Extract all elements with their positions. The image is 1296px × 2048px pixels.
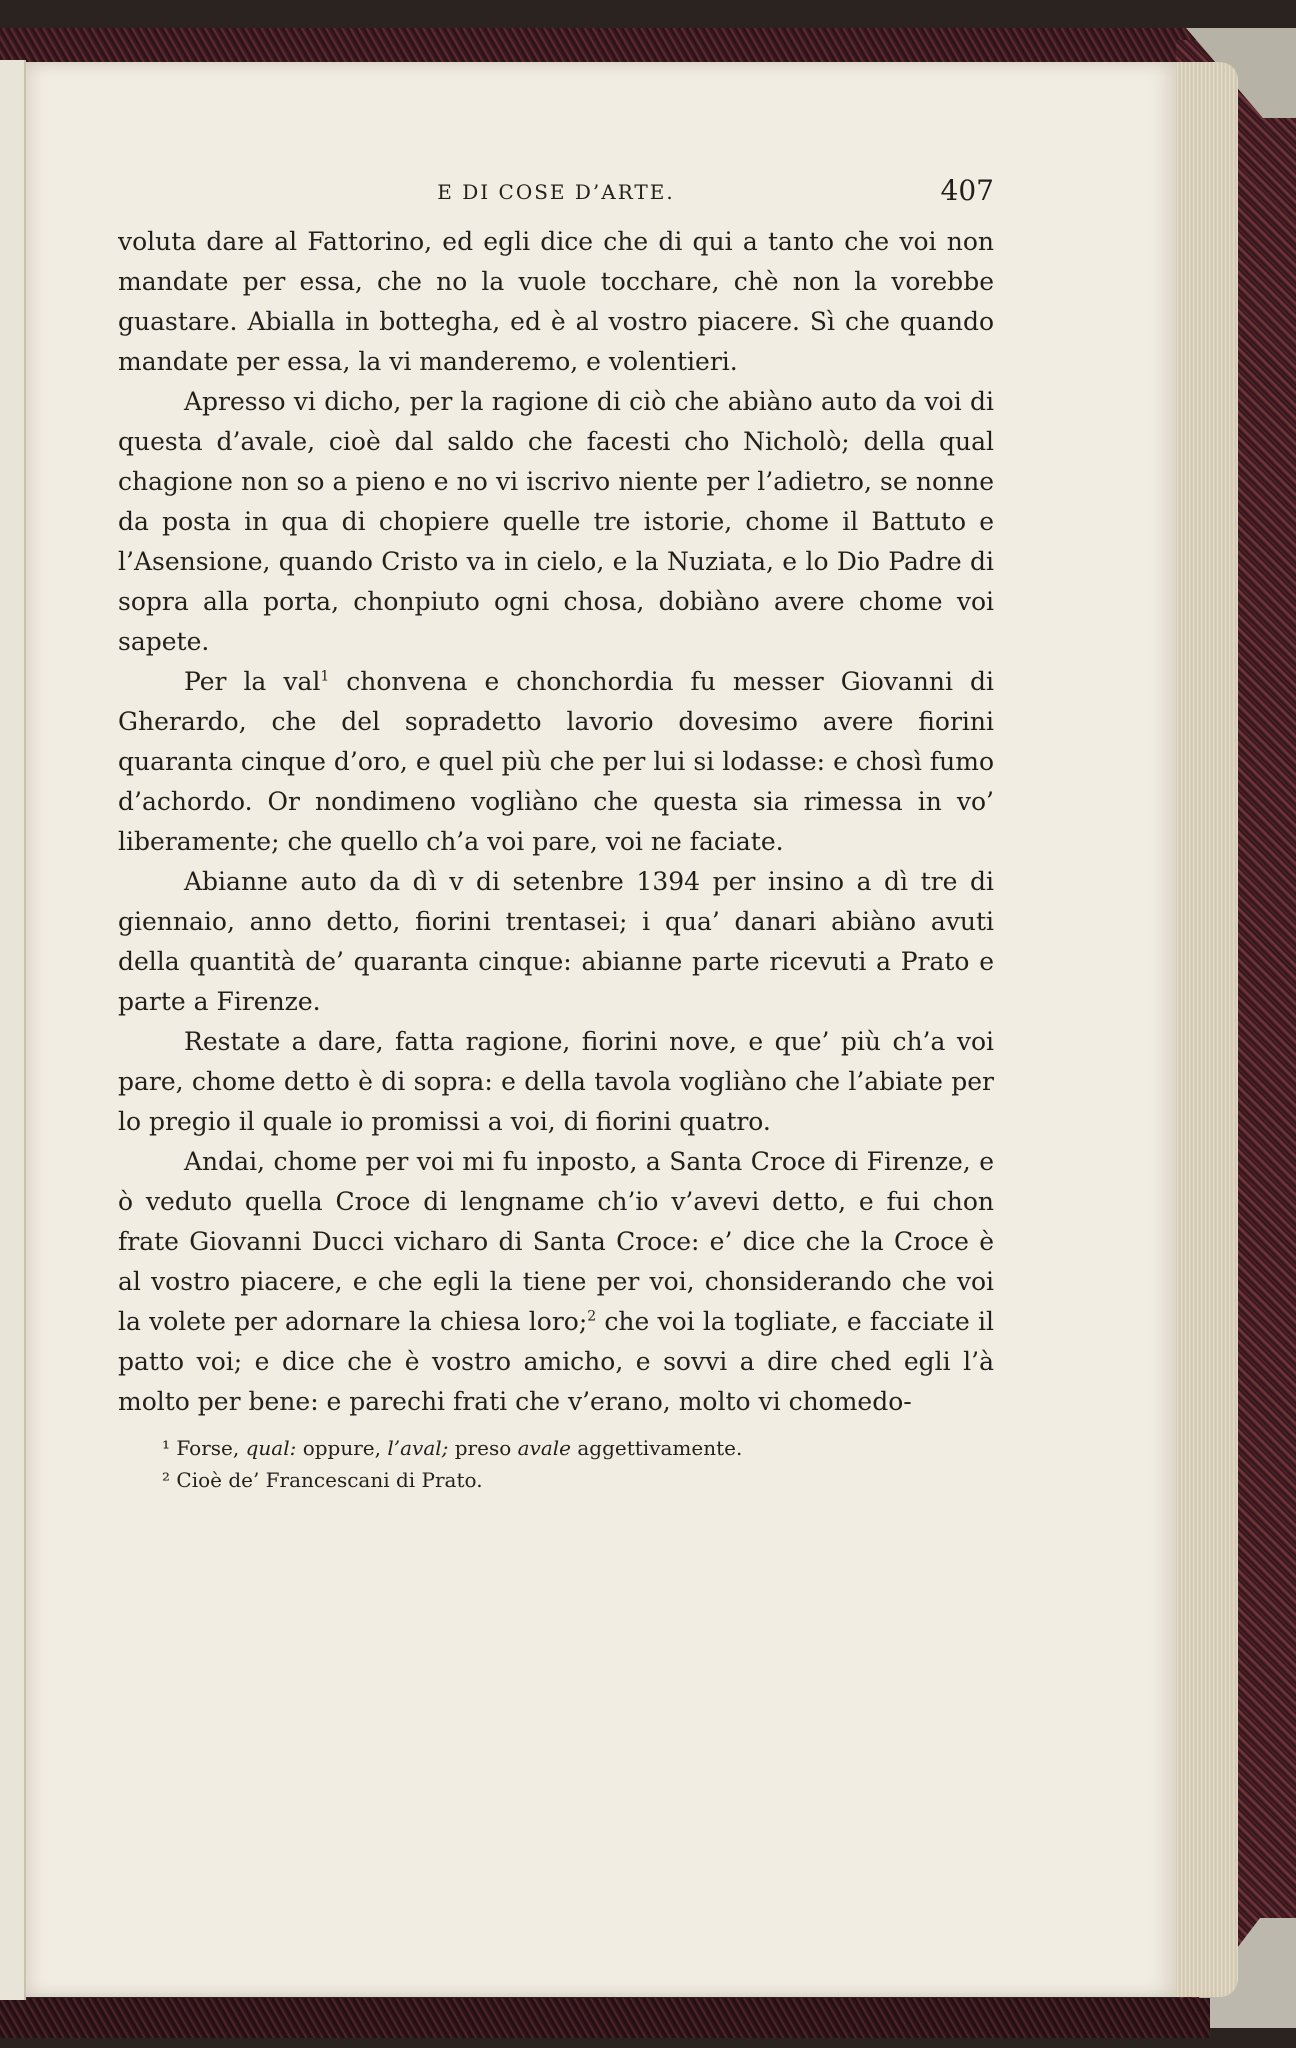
book-cover-bottom-edge bbox=[0, 1998, 1210, 2038]
body-text bbox=[118, 222, 994, 1422]
paragraph-3 bbox=[118, 662, 994, 862]
paragraph-5: Restate a dare, fatta ragione, fiorini nove, e que’ più ch’a voi pare, chome detto è di sopra: e della tavola vogliàno che l’abiate per lo pregio il quale io promissi a voi, di fiorini quatro. bbox=[118, 1027, 994, 1136]
footnote-1 bbox=[162, 1432, 994, 1464]
footnote-1-text: aggettivamente. bbox=[571, 1436, 743, 1460]
facing-page-edge bbox=[0, 60, 26, 2000]
book-page bbox=[26, 62, 1176, 1997]
running-head bbox=[118, 170, 994, 222]
footnote-1-italic: avale bbox=[517, 1436, 571, 1460]
footnote-1-text: preso bbox=[448, 1436, 518, 1460]
footnotes bbox=[118, 1432, 994, 1496]
paragraph-6-text-b: che voi la togliate, e facciate il patto voi; e dice che è vostro amicho, e sovvi a dire ched egli l’à molto per bene: e parechi frati che v’erano, molto vi chomedo- bbox=[118, 1307, 994, 1416]
paragraph-3-text-b: chonvena e chonchordia fu messer Giovanni di Gherardo, che del sopradetto lavorio dovesimo avere fiorini quaranta cinque d’oro, e quel più che per lui si lodasse: e chosì fumo d’achordo. Or nondimeno vogliàno che questa sia rimessa in vo’ liberamente; che quello ch’a voi pare, voi ne faciate. bbox=[118, 667, 994, 856]
footnote-1-italic: l’aval; bbox=[387, 1436, 449, 1460]
paragraph-1: voluta dare al Fattorino, ed egli dice che di qui a tanto che voi non mandate per essa, che no la vuole tocchare, chè non la vorebbe guastare. Abialla in bottegha, ed è al vostro piacere. Sì che quando mandate per essa, la vi manderemo, e volentieri. bbox=[118, 227, 994, 376]
text-block bbox=[118, 170, 994, 1496]
footnote-ref-2: 2 bbox=[587, 1308, 597, 1325]
footnote-1-italic: qual: bbox=[245, 1436, 297, 1460]
paragraph-6-text-a: Andai, chome per voi mi fu inposto, a Santa Croce di Firenze, e ò veduto quella Croce di lengname ch’io v’avevi detto, e fui chon frate Giovanni Ducci vicharo di Santa Croce: e’ dice che la Croce è al vostro piacere, e che egli la tiene per voi, chonsiderando che voi la volete per adornare la chiesa loro; bbox=[118, 1147, 994, 1336]
footnote-2-text: Cioè de’ Francescani di Prato. bbox=[170, 1468, 483, 1492]
footnote-ref-1: 1 bbox=[320, 668, 330, 685]
paragraph-4: Abianne auto da dì v di setenbre 1394 per insino a dì tre di giennaio, anno detto, fiorini trentasei; i qua’ danari abiàno avuti della quantità de’ quaranta cinque: abianne parte ricevuti a Prato e parte a Firenze. bbox=[118, 867, 994, 1016]
book-cover-top-edge bbox=[0, 28, 1230, 64]
running-title: E DI COSE D’ARTE. bbox=[437, 180, 675, 204]
footnote-1-text: oppure, bbox=[296, 1436, 388, 1460]
footnote-2 bbox=[162, 1464, 994, 1496]
footnote-1-mark: ¹ bbox=[162, 1436, 171, 1460]
paragraph-2: Apresso vi dicho, per la ragione di ciò che abiàno auto da voi di questa d’avale, cioè dal saldo che facesti cho Nicholò; della qual chagione non so a pieno e no vi iscrivo niente per l’adietro, se nonne da posta in qua di chopiere quelle tre istorie, chome il Battuto e l’Asensione, quando Cristo va in cielo, e la Nuziata, e lo Dio Padre di sopra alla porta, chonpiuto ogni chosa, dobiàno avere chome voi sapete. bbox=[118, 387, 994, 656]
footnote-2-mark: ² bbox=[162, 1468, 171, 1492]
paragraph-6 bbox=[118, 1142, 994, 1422]
page-number: 407 bbox=[940, 174, 994, 207]
footnote-1-text: Forse, bbox=[170, 1436, 246, 1460]
paragraph-3-text-a: Per la val bbox=[184, 667, 321, 696]
